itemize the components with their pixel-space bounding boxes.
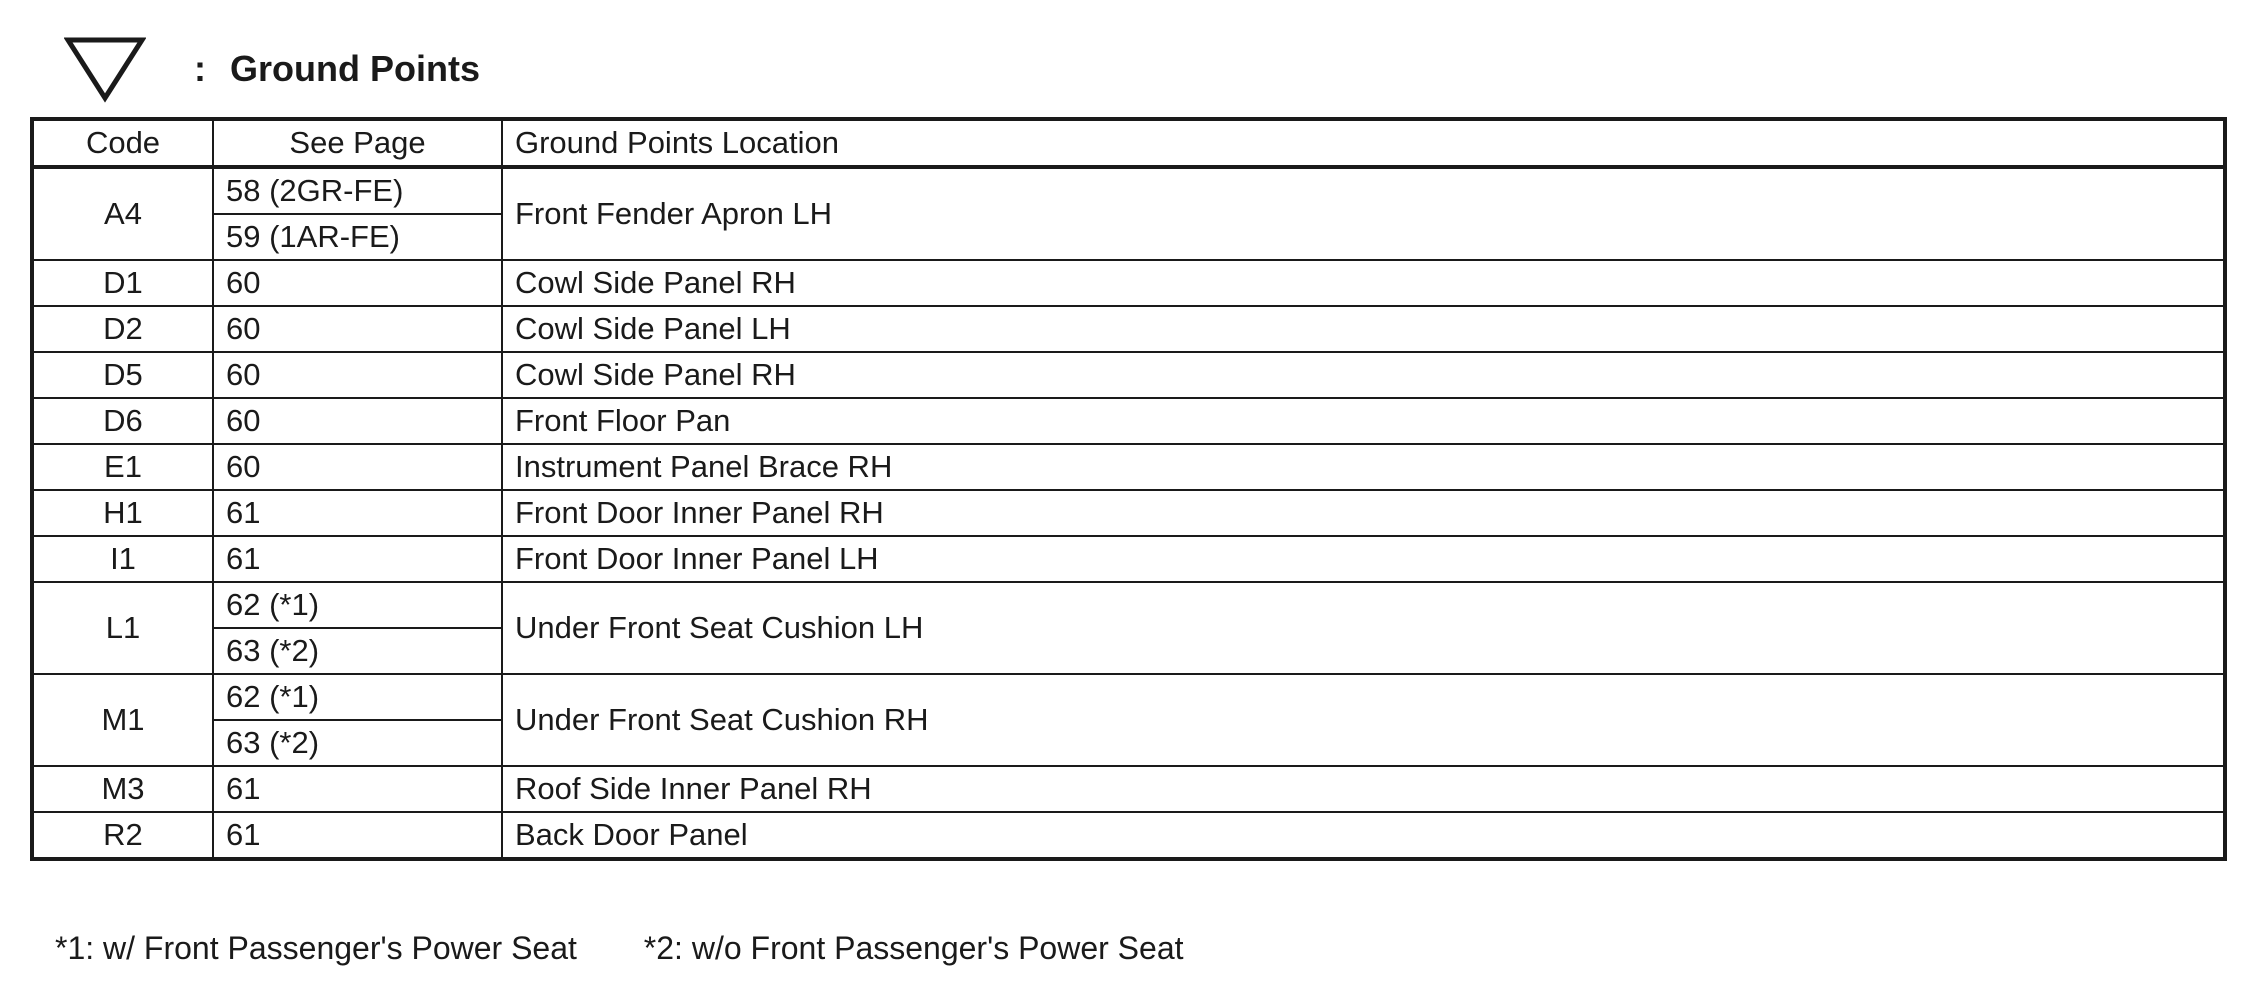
cell-see-page: 63 (*2) (213, 628, 502, 674)
cell-location: Front Door Inner Panel LH (502, 536, 2225, 582)
cell-see-page: 61 (213, 490, 502, 536)
table-row (32, 444, 2225, 490)
cell-see-page: 61 (213, 812, 502, 859)
table-row (32, 766, 2225, 812)
table-row (32, 306, 2225, 352)
cell-location: Cowl Side Panel RH (502, 260, 2225, 306)
cell-see-page: 60 (213, 260, 502, 306)
cell-code: H1 (32, 490, 213, 536)
table-row (32, 167, 2225, 214)
table-row (32, 260, 2225, 306)
cell-location: Back Door Panel (502, 812, 2225, 859)
cell-code: D6 (32, 398, 213, 444)
cell-code: D5 (32, 352, 213, 398)
cell-see-page: 60 (213, 306, 502, 352)
cell-location: Cowl Side Panel RH (502, 352, 2225, 398)
cell-location: Front Floor Pan (502, 398, 2225, 444)
footnote-1: *1: w/ Front Passenger's Power Seat (55, 930, 577, 966)
column-header-location: Ground Points Location (502, 119, 2225, 167)
cell-code: I1 (32, 536, 213, 582)
cell-see-page: 61 (213, 536, 502, 582)
cell-location: Under Front Seat Cushion RH (502, 674, 2225, 766)
cell-see-page: 61 (213, 766, 502, 812)
table-row (32, 812, 2225, 859)
cell-location: Roof Side Inner Panel RH (502, 766, 2225, 812)
table-body (32, 167, 2225, 859)
footnote-2: *2: w/o Front Passenger's Power Seat (643, 930, 1184, 966)
cell-code: A4 (32, 167, 213, 260)
table-row (32, 490, 2225, 536)
cell-location: Under Front Seat Cushion LH (502, 582, 2225, 674)
cell-code: E1 (32, 444, 213, 490)
cell-see-page: 63 (*2) (213, 720, 502, 766)
cell-see-page: 59 (1AR-FE) (213, 214, 502, 260)
cell-code: D2 (32, 306, 213, 352)
ground-points-table (30, 117, 2227, 861)
cell-location: Cowl Side Panel LH (502, 306, 2225, 352)
column-header-code: Code (32, 119, 213, 167)
cell-location: Front Door Inner Panel RH (502, 490, 2225, 536)
cell-location: Instrument Panel Brace RH (502, 444, 2225, 490)
cell-see-page: 58 (2GR-FE) (213, 167, 502, 214)
ground-triangle-icon (64, 35, 146, 103)
page-header (64, 34, 480, 104)
table-row (32, 582, 2225, 628)
cell-see-page: 60 (213, 398, 502, 444)
column-header-see-page: See Page (213, 119, 502, 167)
table-row (32, 352, 2225, 398)
cell-code: R2 (32, 812, 213, 859)
cell-code: M3 (32, 766, 213, 812)
cell-see-page: 62 (*1) (213, 674, 502, 720)
cell-see-page: 62 (*1) (213, 582, 502, 628)
table-row (32, 536, 2225, 582)
cell-code: L1 (32, 582, 213, 674)
footnotes (55, 930, 1184, 967)
cell-code: M1 (32, 674, 213, 766)
cell-code: D1 (32, 260, 213, 306)
cell-see-page: 60 (213, 444, 502, 490)
cell-location: Front Fender Apron LH (502, 167, 2225, 260)
table-row (32, 674, 2225, 720)
table-header-row (32, 119, 2225, 167)
cell-see-page: 60 (213, 352, 502, 398)
table-row (32, 398, 2225, 444)
header-colon: : (194, 48, 206, 89)
page-title: Ground Points (230, 48, 480, 89)
